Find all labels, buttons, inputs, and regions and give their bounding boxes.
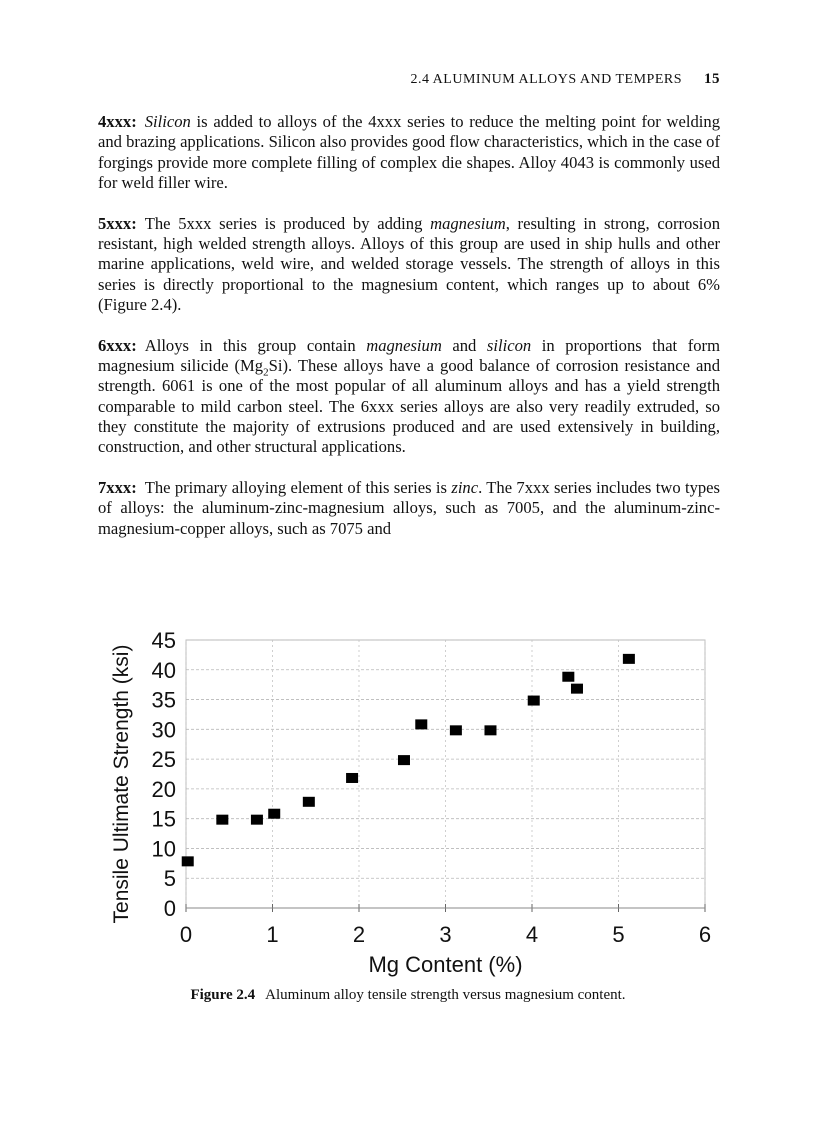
data-point (398, 755, 410, 765)
figure-caption (0, 987, 816, 1004)
data-point (484, 725, 496, 735)
x-tick-label: 0 (179, 922, 193, 947)
y-tick-label: 45 (151, 628, 176, 653)
data-point (346, 773, 358, 783)
subscript-text: 2 (263, 366, 269, 379)
scatter-chart (100, 622, 740, 982)
paragraph-text: The primary alloying element of this series is (144, 477, 452, 497)
data-point (450, 725, 462, 735)
x-tick-label: 2 (352, 922, 366, 947)
paragraph (98, 478, 720, 539)
x-tick-label: 6 (698, 922, 712, 947)
paragraph-lead: 4xxx: (98, 112, 137, 131)
data-point (528, 696, 540, 706)
data-point (303, 797, 315, 807)
figure-caption-text: Aluminum alloy tensile strength versus magnesium content. (265, 987, 626, 1003)
paragraph-text: and (441, 335, 487, 355)
x-tick-label: 5 (612, 922, 625, 947)
paragraph-lead: 6xxx: (98, 335, 137, 355)
emphasis-text: zinc (451, 477, 479, 497)
y-tick-label: 40 (151, 657, 176, 683)
paragraph-text: The 5xxx series is produced by adding (144, 213, 431, 233)
data-point (216, 815, 228, 825)
running-header (98, 71, 720, 88)
figure-2-4 (100, 622, 740, 982)
emphasis-text: magnesium (430, 213, 506, 233)
data-point (182, 856, 194, 866)
figure-label: Figure 2.4 (190, 987, 256, 1003)
data-point (415, 719, 427, 729)
x-tick-label: 3 (439, 922, 452, 947)
data-point (268, 809, 280, 819)
paragraph-lead: 5xxx: (98, 213, 137, 233)
paragraph (98, 336, 720, 458)
x-tick-label: 1 (266, 922, 279, 947)
x-tick-label: 4 (525, 922, 539, 947)
paragraph (98, 214, 720, 315)
x-axis-title: Mg Content (%) (368, 952, 523, 977)
paragraph-lead: 7xxx: (98, 477, 137, 497)
emphasis-text: magnesium (366, 335, 442, 355)
paragraph-text: Si). These alloys have a good balance of corrosion resistance and strength. 6061 is one of the most popular of all aluminum alloys and has a yield strength comparable to mild carbon steel. The 6xxx series alloys are also very readily extruded, so they constitute the majority of extrusions produced and are used extensively in building, construction, and other structural applications. (98, 355, 720, 457)
data-point (251, 815, 263, 825)
paragraph-text: , resulting in strong, corrosion resistant, high welded strength alloys. Alloys of this group are used in ship hulls and other marine applications, weld wire, and welded storage vessels. The strength of alloys in this series is directly proportional to the magnesium content, which ranges up to about 6% (Figure 2.4). (98, 213, 720, 314)
page-number: 15 (704, 71, 720, 87)
y-tick-label: 25 (151, 747, 176, 773)
body-text (98, 112, 720, 559)
paragraph-text: in proportions that form magnesium silicide (Mg (98, 335, 720, 375)
y-tick-label: 35 (151, 687, 176, 713)
y-tick-label: 30 (151, 717, 176, 743)
y-tick-label: 20 (151, 776, 176, 802)
y-tick-label: 0 (163, 896, 176, 921)
data-point (562, 672, 574, 682)
emphasis-text: Silicon (144, 112, 191, 131)
paragraph-text: Alloys in this group contain (144, 335, 367, 355)
y-tick-label: 10 (151, 836, 176, 862)
emphasis-text: silicon (486, 335, 532, 355)
y-tick-label: 5 (163, 866, 176, 892)
data-point (571, 684, 583, 694)
paragraph-text: is added to alloys of the 4xxx series to reduce the melting point for welding and brazing applications. Silicon also provides good flow characteristics, which in the case of forgings provide more complete filling of complex die shapes. Alloy 4043 is commonly used for weld filler wire. (98, 112, 720, 192)
paragraph-text: . The 7xxx series includes two types of alloys: the aluminum-zinc-magnesium alloys, such as 7005, and the aluminum-zinc-magnesium-copper alloys, such as 7075 and (98, 477, 720, 538)
data-point (623, 654, 635, 664)
y-tick-label: 15 (151, 806, 176, 832)
y-axis-title: Tensile Ultimate Strength (ksi) (110, 644, 133, 924)
running-title: 2.4 ALUMINUM ALLOYS AND TEMPERS (410, 72, 682, 87)
paragraph (98, 112, 720, 193)
